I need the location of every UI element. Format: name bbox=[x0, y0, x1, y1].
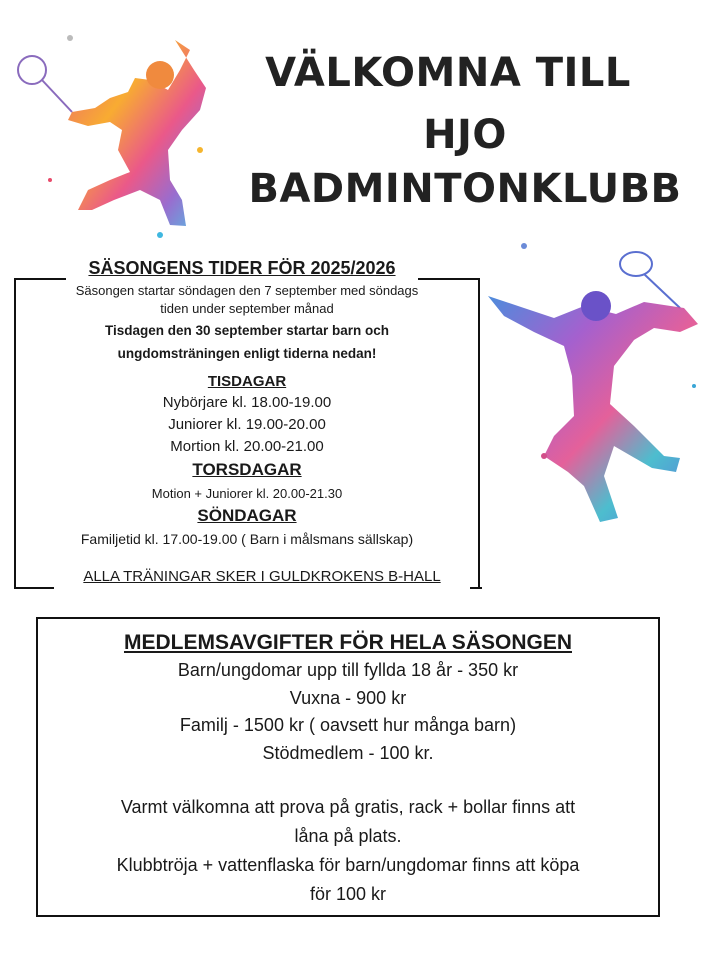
tuesday-session: Nybörjare kl. 18.00-19.00 bbox=[162, 394, 332, 411]
training-location: ALLA TRÄNINGAR SKER I GULDKROKENS B-HALL bbox=[83, 568, 441, 585]
schedule-border-bottom-left bbox=[14, 587, 54, 589]
schedule-notice-line-2: ungdomsträningen enligt tiderna nedan! bbox=[117, 346, 377, 361]
badminton-player-jump-icon bbox=[484, 236, 714, 531]
fees-note-line: Varmt välkomna att prova på gratis, rack + bollar finns att bbox=[120, 797, 576, 817]
sunday-session: Familjetid kl. 17.00-19.00 ( Barn i målsmans sällskap) bbox=[80, 531, 414, 547]
title-line-3: BADMINTONKLUBB bbox=[248, 166, 682, 212]
schedule-border-top-right bbox=[418, 278, 480, 280]
schedule-intro-line-2: tiden under september månad bbox=[160, 301, 334, 316]
tuesday-session: Mortion kl. 20.00-21.00 bbox=[170, 438, 324, 455]
schedule-intro-line-1: Säsongen startar söndagen den 7 september med söndags bbox=[75, 283, 419, 298]
fees-heading: MEDLEMSAVGIFTER FÖR HELA SÄSONGEN bbox=[123, 631, 572, 654]
page-title bbox=[230, 42, 700, 220]
thursday-heading: TORSDAGAR bbox=[192, 460, 302, 479]
schedule-border-bottom-right bbox=[470, 587, 482, 589]
sunday-heading: SÖNDAGAR bbox=[197, 506, 297, 525]
schedule-body bbox=[16, 282, 478, 550]
fee-item: Vuxna - 900 kr bbox=[289, 687, 407, 708]
schedule-notice-line-1: Tisdagen den 30 september startar barn och bbox=[104, 323, 390, 338]
fees-spacer bbox=[38, 767, 658, 793]
badminton-player-smash-icon bbox=[10, 30, 220, 245]
tuesday-heading: TISDAGAR bbox=[207, 373, 287, 390]
fee-item: Barn/ungdomar upp till fyllda 18 år - 350 kr bbox=[177, 660, 519, 680]
fees-note-line: Klubbtröja + vattenflaska för barn/ungdomar finns att köpa bbox=[116, 855, 580, 875]
title-line-2: HJO bbox=[423, 112, 507, 158]
membership-fees-box bbox=[36, 617, 660, 917]
tuesday-session: Juniorer kl. 19.00-20.00 bbox=[168, 416, 326, 433]
thursday-session: Motion + Juniorer kl. 20.00-21.30 bbox=[151, 486, 343, 501]
schedule-border-top-left bbox=[14, 278, 66, 280]
fees-note-line: låna på plats. bbox=[294, 826, 402, 846]
schedule-heading: SÄSONGENS TIDER FÖR 2025/2026 bbox=[88, 258, 396, 278]
fee-item: Familj - 1500 kr ( oavsett hur många barn) bbox=[179, 715, 517, 735]
fee-item: Stödmedlem - 100 kr. bbox=[262, 742, 434, 763]
title-line-1: VÄLKOMNA TILL bbox=[265, 50, 631, 96]
fees-note-line: för 100 kr bbox=[309, 884, 387, 904]
